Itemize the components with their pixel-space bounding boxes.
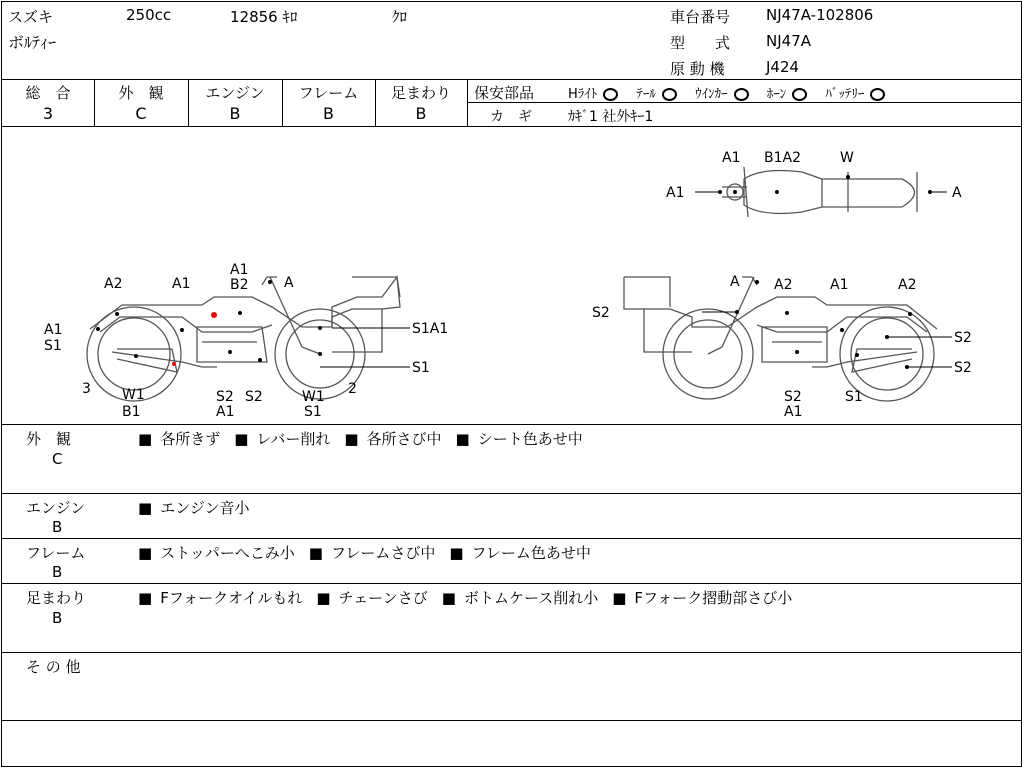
ok-circle-icon — [603, 88, 618, 101]
svg-text:A1: A1 — [216, 404, 235, 420]
diagram-points — [96, 175, 932, 369]
note-engine-items: ■ エンジン音小 — [138, 497, 249, 518]
safety-item-horn: ﾎｰﾝ — [767, 87, 808, 102]
engine-grade-label: エンジン — [205, 84, 265, 102]
svg-text:W1: W1 — [122, 387, 145, 403]
model-type: NJ47A — [766, 32, 811, 50]
engine-grade: B — [229, 104, 241, 123]
svg-text:2: 2 — [348, 381, 357, 397]
damage-mark-icon — [172, 362, 176, 366]
svg-text:W1: W1 — [302, 389, 325, 405]
displacement: 250cc — [126, 6, 172, 24]
suspension-grade-label: 足まわり — [390, 84, 451, 102]
svg-text:S1: S1 — [304, 404, 322, 420]
svg-text:S2: S2 — [954, 330, 972, 346]
frame-no-label: 車台番号 — [670, 8, 731, 26]
ok-circle-icon — [792, 88, 807, 101]
svg-text:B2: B2 — [230, 277, 249, 293]
svg-text:S2: S2 — [216, 389, 234, 405]
key-label: カ ギ — [490, 109, 532, 125]
svg-text:B1: B1 — [122, 404, 141, 420]
svg-text:A1: A1 — [830, 277, 849, 293]
engine-no: J424 — [766, 58, 800, 76]
note-exterior-items: ■ 各所きず■ レバー削れ■ 各所さび中■ シート色あせ中 — [138, 428, 583, 449]
safety-item-winker: ｳｲﾝｶｰ — [695, 87, 749, 102]
label-top-a-right: A — [952, 185, 962, 201]
bike-right-view — [624, 277, 937, 401]
svg-text:A1: A1 — [44, 322, 63, 338]
note-suspension-label: 足まわり — [26, 589, 87, 607]
ok-circle-icon — [734, 88, 749, 101]
inspection-sheet — [1, 1, 1022, 767]
label-top-b1a2: B1A2 — [764, 150, 801, 166]
model-type-label: 型 式 — [670, 34, 731, 52]
svg-text:S2: S2 — [592, 305, 610, 321]
frame-no: NJ47A-102806 — [766, 6, 874, 24]
svg-text:S2: S2 — [784, 389, 802, 405]
frame-grade: B — [323, 104, 334, 123]
svg-text:A2: A2 — [774, 277, 793, 293]
model-name: ボﾙﾃｨｰ — [8, 33, 57, 52]
svg-text:S2: S2 — [954, 360, 972, 376]
note-other-label: そ の 他 — [26, 658, 81, 676]
note-frame-grade: B — [52, 563, 63, 581]
svg-text:A: A — [284, 275, 294, 291]
safety-label: 保安部品 — [474, 84, 535, 102]
engine-label: 原 動 機 — [670, 60, 725, 78]
maker: スズキ — [8, 8, 54, 26]
diagram-labels — [44, 150, 972, 420]
label-top-a1: A1 — [722, 150, 741, 166]
note-suspension-items: ■ Fフォークオイルもれ■ チェーンさび■ ボトムケース削れ小■ Fフォーク摺動部さび小 — [138, 587, 792, 608]
overall-grade: 3 — [42, 104, 54, 123]
bike-top-view — [722, 167, 917, 217]
note-suspension-grade: B — [52, 609, 63, 627]
safety-item-tail: ﾃｰﾙ — [636, 87, 677, 102]
ok-circle-icon — [870, 88, 885, 101]
note-engine-grade: B — [52, 518, 63, 536]
safety-items — [568, 83, 885, 102]
color: ｸﾛ — [392, 8, 408, 26]
note-engine-label: エンジン — [26, 499, 86, 517]
overall-label: 総 合 — [25, 84, 71, 102]
key-value: ｶｷﾞ1 社外ｷｰ1 — [568, 109, 654, 125]
exterior-label: 外 観 — [118, 84, 164, 102]
svg-text:A1: A1 — [172, 276, 191, 292]
leader-lines — [320, 192, 952, 367]
damage-mark-icon — [211, 312, 217, 318]
suspension-grade: B — [415, 104, 427, 123]
svg-text:S1A1: S1A1 — [412, 321, 449, 337]
note-frame-label: フレーム — [26, 544, 86, 562]
damage-diagram — [2, 127, 1021, 425]
svg-text:A2: A2 — [898, 277, 917, 293]
safety-item-headlight: Hﾗｲﾄ — [568, 87, 618, 102]
ok-circle-icon — [662, 88, 677, 101]
svg-text:A: A — [730, 274, 740, 290]
exterior-grade: C — [135, 104, 147, 123]
svg-text:A2: A2 — [104, 276, 123, 292]
label-top-w: W — [840, 150, 854, 166]
label-top-a1-left: A1 — [666, 185, 685, 201]
svg-text:A1: A1 — [230, 262, 249, 278]
svg-text:S1: S1 — [412, 360, 430, 376]
svg-text:3: 3 — [82, 381, 91, 397]
svg-text:S2: S2 — [245, 389, 263, 405]
note-frame-items: ■ ストッパーへこみ小■ フレームさび中■ フレーム色あせ中 — [138, 542, 591, 563]
mileage: 12856 ｷﾛ — [230, 8, 298, 26]
safety-item-battery: ﾊﾞｯﾃﾘｰ — [825, 87, 885, 102]
note-exterior-grade: C — [52, 450, 63, 468]
svg-text:A1: A1 — [784, 404, 803, 420]
note-exterior-label: 外 観 — [26, 430, 72, 448]
svg-text:S1: S1 — [845, 389, 863, 405]
svg-text:S1: S1 — [44, 338, 62, 354]
frame-grade-label: フレーム — [298, 84, 359, 102]
